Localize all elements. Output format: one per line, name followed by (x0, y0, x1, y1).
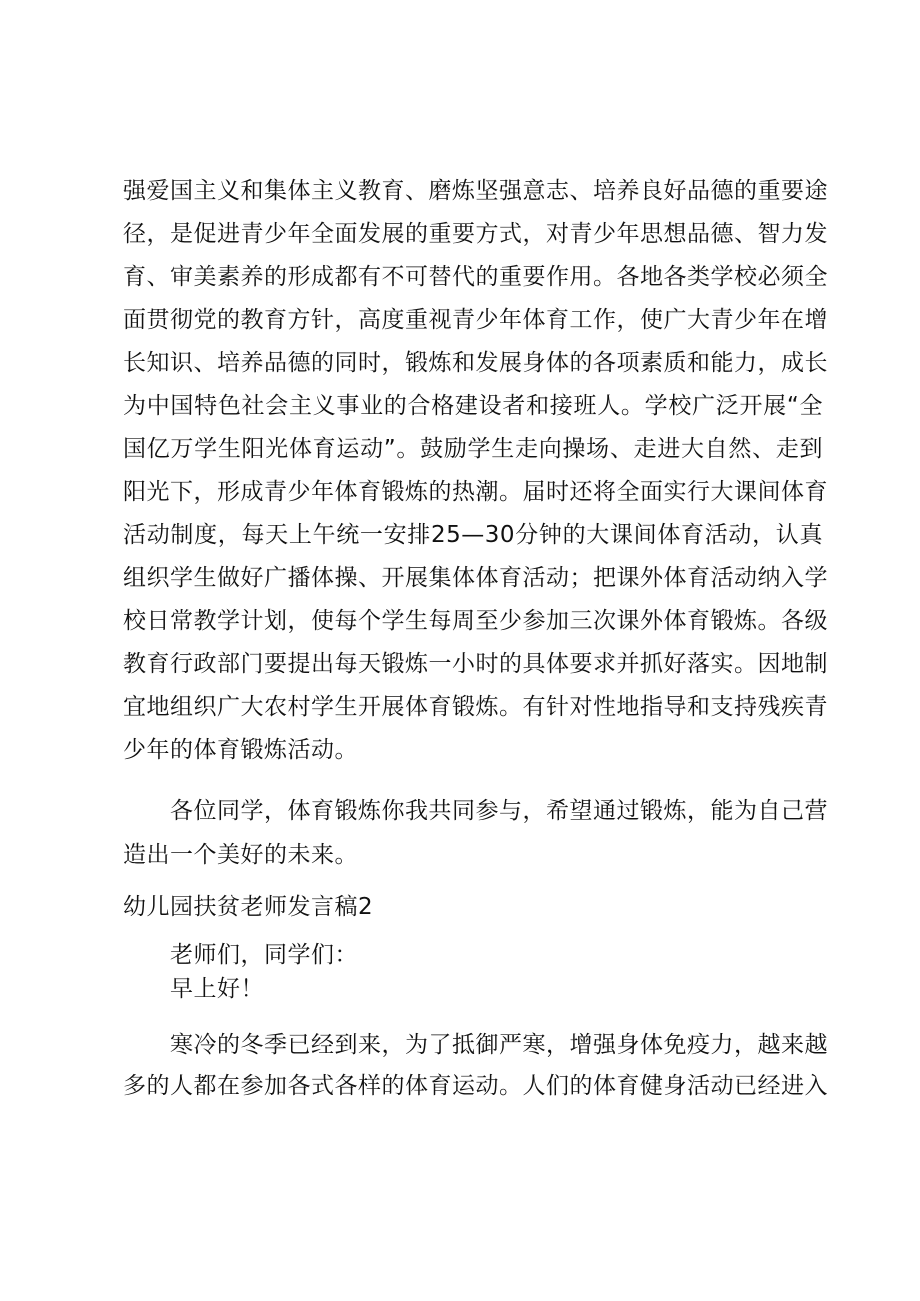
paragraph-line: 国亿万学生阳光体育运动”。鼓励学生走向操场、走进大自然、走到 (123, 436, 823, 462)
paragraph-line: 校日常教学计划，使每个学生每周至少参加三次课外体育锻炼。各级 (123, 608, 828, 634)
greeting-line: 老师们，同学们： (170, 942, 358, 968)
paragraph-line: 长知识、培养品德的同时，锻炼和发展身体的各项素质和能力，成长 (123, 350, 828, 376)
paragraph-line: 宜地组织广大农村学生开展体育锻炼。有针对性地指导和支持残疾青 (123, 694, 828, 720)
greeting-line: 早上好！ (170, 976, 264, 1002)
paragraph-line: 组织学生做好广播体操、开展集体体育活动；把课外体育活动纳入学 (123, 565, 828, 591)
paragraph-line: 各位同学，体育锻炼你我共同参与，希望通过锻炼，能为自己营 (170, 798, 828, 824)
paragraph-line: 为中国特色社会主义事业的合格建设者和接班人。学校广泛开展“全 (123, 393, 823, 419)
paragraph-line: 面贯彻党的教育方针，高度重视青少年体育工作，使广大青少年在增 (123, 307, 828, 333)
paragraph-line: 阳光下，形成青少年体育锻炼的热潮。届时还将全面实行大课间体育 (123, 479, 828, 505)
paragraph-line: 育、审美素养的形成都有不可替代的重要作用。各地各类学校必须全 (123, 264, 828, 290)
paragraph-line: 多的人都在参加各式各样的体育运动。人们的体育健身活动已经进入 (123, 1073, 828, 1099)
paragraph-line: 活动制度，每天上午统一安排25—30分钟的大课间体育活动，认真 (123, 522, 823, 548)
paragraph-line: 径，是促进青少年全面发展的重要方式，对青少年思想品德、智力发 (123, 221, 828, 247)
paragraph-line: 少年的体育锻炼活动。 (123, 737, 358, 763)
paragraph-line: 教育行政部门要提出每天锻炼一小时的具体要求并抓好落实。因地制 (123, 651, 828, 677)
paragraph-line: 寒冷的冬季已经到来，为了抵御严寒，增强身体免疫力，越来越 (170, 1032, 828, 1058)
section-heading: 幼儿园扶贫老师发言稿2 (123, 894, 374, 920)
paragraph-line: 强爱国主义和集体主义教育、磨炼坚强意志、培养良好品德的重要途 (123, 178, 828, 204)
paragraph-line: 造出一个美好的未来。 (123, 842, 358, 868)
